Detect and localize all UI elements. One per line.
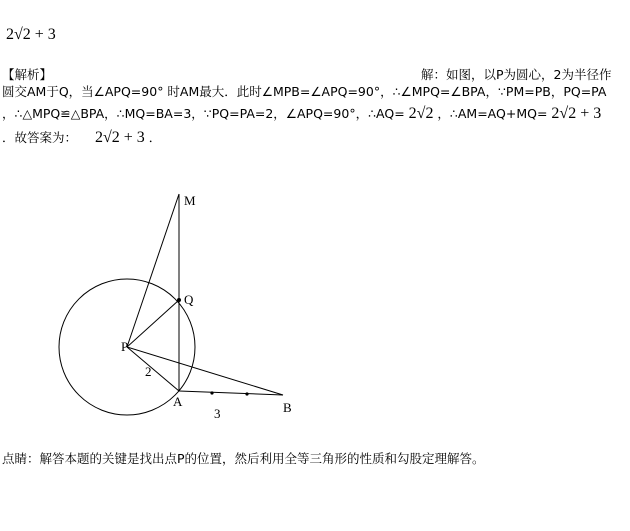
point-q-dot [177, 298, 181, 302]
analysis-line1: 解：如图，以P为圆心，2为半径作 [421, 67, 612, 82]
label-m: M [184, 193, 196, 208]
segment-ab [179, 391, 283, 395]
tick-dot-2 [245, 392, 248, 395]
segment-pa [127, 347, 179, 391]
label-b: B [283, 400, 292, 415]
aq-expression: 2√2 [408, 105, 434, 122]
label-radius: 2 [145, 364, 152, 379]
answer-expression: 2√2 + 3 [6, 26, 56, 43]
tip-text: 点睛：解答本题的关键是找出点P的位置，然后利用全等三角形的性质和勾股定理解答。 [2, 451, 485, 466]
label-p: P [121, 339, 129, 354]
label-a: A [173, 394, 183, 409]
analysis-line2: 圆交AM于Q，当∠APQ=90° 时AM最大．此时∠MPB=∠APQ=90°，∴∠MPQ=∠BPA，∵PM=PB，PQ=PA [2, 84, 607, 99]
label-q: Q [184, 292, 194, 307]
analysis-line4-text-a: ．故答案为： [2, 130, 78, 145]
tick-dot-1 [210, 391, 213, 394]
analysis-line3-text-b: ，∴AM=AQ+MQ= [437, 106, 548, 121]
label-ab-length: 3 [214, 406, 221, 421]
analysis-tag: 【解析】 [2, 67, 53, 82]
analysis-line4-text-b: ． [148, 130, 162, 145]
analysis-line3-text-a: ，∴△MPQ≌△BPA，∴MQ=BA=3，∵PQ=PA=2，∠APQ=90°，∴AQ= [2, 106, 405, 121]
am-expression: 2√2 + 3 [551, 105, 602, 122]
final-answer-expression: 2√2 + 3 [95, 129, 145, 146]
